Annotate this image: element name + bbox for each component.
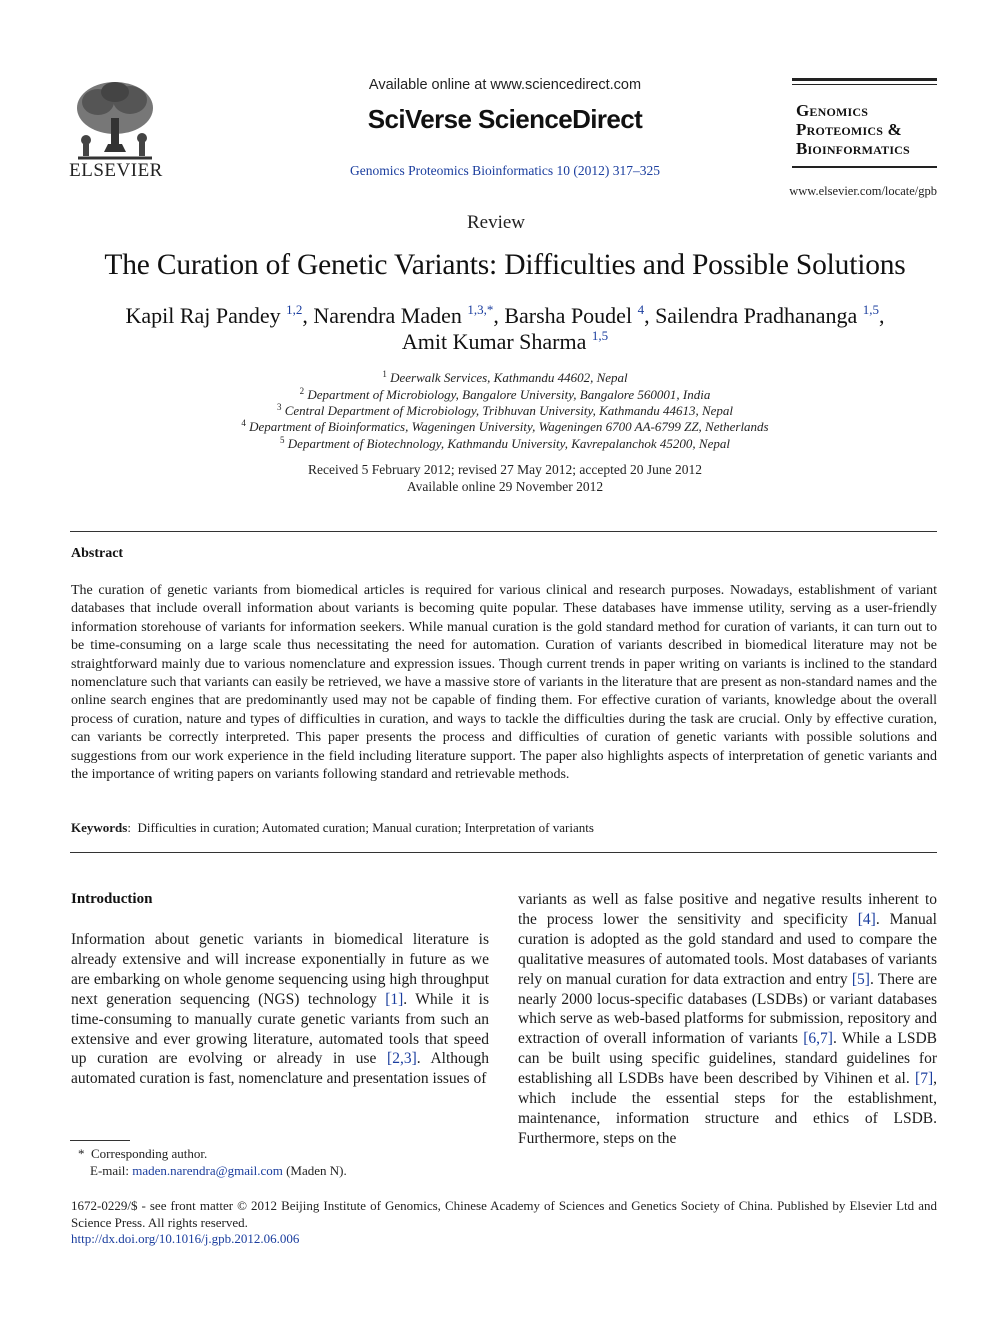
corresponding-author-note: [78, 1145, 347, 1162]
affiliation-number: 4: [241, 418, 246, 428]
journal-title-line1: Genomics: [796, 101, 869, 120]
citation-link[interactable]: [1]: [385, 990, 404, 1008]
author-affiliation-sup[interactable]: 1,5: [591, 328, 609, 343]
author-affiliation-sup[interactable]: 1,3,*: [467, 302, 494, 317]
article-type: Review: [466, 212, 526, 233]
email-suffix: (Maden N).: [286, 1163, 347, 1178]
affiliation: [0, 402, 992, 419]
elsevier-logo: [68, 78, 164, 182]
body-column-left: [71, 930, 489, 1089]
author-separator: ,: [644, 303, 656, 328]
dates-online: Available online 29 November 2012: [406, 479, 604, 494]
journal-title-rule-top-thin: [792, 84, 937, 85]
author-affiliation-sup[interactable]: 4: [637, 302, 645, 317]
author-name: Amit Kumar Sharma: [401, 329, 587, 354]
body-column-right: [518, 890, 937, 1149]
citation-link[interactable]: [2,3]: [387, 1050, 417, 1068]
dates-received: Received 5 February 2012; revised 27 May 2012; accepted 20 June 2012: [307, 462, 703, 477]
body-text: variants as well as false positive and negative results inherent to the process lower the sensitivity and specificity: [518, 891, 937, 928]
author-name: Kapil Raj Pandey: [125, 303, 281, 328]
abstract-bottom-rule: [70, 852, 937, 853]
author-name: Narendra Maden: [313, 303, 462, 328]
author-separator: ,: [493, 303, 505, 328]
corresponding-author-text: Corresponding author.: [91, 1146, 208, 1161]
affiliation: [0, 435, 992, 452]
author-affiliation-sup[interactable]: 1,2: [286, 302, 303, 317]
copyright-block: [71, 1198, 937, 1248]
elsevier-tree-icon: [68, 78, 162, 162]
body-text: , which include the essential steps for the establishment, maintenance, information structure and ethics of LSDB. Furthermore, steps on the: [518, 1070, 937, 1147]
affiliation-number: 1: [382, 369, 387, 379]
abstract-text: The curation of genetic variants from biomedical articles is required for various clinical and research purposes. Nowadays, establishment of variant databases that include overall information about variants is becoming quite popular. These databases have immense utility, serving as a user-friendly information storehouse of variants for information seekers. While manual curation is the gold standard method for curation of variants, it can turn out to be time-consuming on a large scale thus necessitating the need for automation. Curation of variants described in biomedical literature may not be straightforward mainly due to various nomenclature and expression issues. Though current trends in paper writing on variants is inclined to the standard nomenclature such that variants can easily be retrieved, we have a massive store of variants in the literature that are present as non-standard names and the online search engines that are predominantly used may not be capable of finding them. For effective curation of variants, knowledge about the overall process of curation, nature and types of difficulties in curation, and ways to tackle the difficulties during the task are crucial. Only by effective curation, can variants be correctly interpreted. This paper presents the process and difficulties of curation of genetic variants with possible solutions and suggestions from our work experience in the field including literature support. The paper also highlights aspects of interpretation of genetic variants and the importance of writing papers on variants following standard and retrievable methods.: [71, 583, 937, 783]
footnote-marker: *: [78, 1146, 85, 1161]
keywords-label: Keywords: [71, 820, 128, 835]
keywords-line: Keywords: Difficulties in curation; Automated curation; Manual curation; Interpretation of variants: [71, 820, 594, 835]
affiliation-number: 5: [280, 435, 285, 445]
journal-title-block: [796, 101, 910, 158]
body-text: . While a LSDB can be built using specific guidelines, standard guidelines for establishing all LSDBs have been described by Vihinen et al.: [518, 1030, 938, 1088]
footnote: [78, 1145, 347, 1179]
affiliation: [0, 418, 992, 435]
section-heading-introduction: Introduction: [71, 891, 153, 907]
affiliation-text: Department of Biotechnology, Kathmandu University, Kavrepalanchok 45200, Nepal: [287, 436, 730, 451]
author-separator: ,: [302, 303, 314, 328]
article-title: The Curation of Genetic Variants: Difficulties and Possible Solutions: [104, 249, 906, 281]
affiliation-text: Department of Bioinformatics, Wageningen University, Wageningen 6700 AA-6799 ZZ, Netherlands: [249, 419, 769, 434]
affiliation-number: 2: [299, 386, 305, 396]
email-label: E-mail:: [90, 1163, 129, 1178]
citation-link[interactable]: [5]: [851, 970, 870, 988]
citation-link[interactable]: [6,7]: [803, 1030, 833, 1048]
doi-link[interactable]: http://dx.doi.org/10.1016/j.gpb.2012.06.006: [71, 1231, 300, 1246]
journal-title-line3: Bioinformatics: [796, 139, 910, 158]
journal-title-rule-top: [792, 78, 937, 81]
abstract-top-rule: [70, 531, 937, 532]
affiliation-text: Central Department of Microbiology, Tribhuvan University, Kathmandu 44613, Nepal: [284, 403, 734, 418]
affiliation: [0, 369, 992, 386]
citation-link[interactable]: [7]: [915, 1070, 934, 1088]
journal-url[interactable]: www.elsevier.com/locate/gpb: [789, 184, 937, 198]
affiliation: [0, 386, 992, 403]
affiliation-number: 3: [276, 402, 282, 412]
authors-line-1: [0, 302, 992, 329]
publisher-name: ELSEVIER: [69, 160, 163, 181]
body-text: . There are nearly 2000 locus-specific databases (LSDBs) or variant databases which serve as web-based platforms for submission, repository and extraction of overall information of variants: [518, 970, 938, 1048]
body-text: Information about genetic variants in biomedical literature is already extensive and will increase exponentially in future as we are embarking on whole genome sequencing using high throughput next generation sequencing (NGS) technology: [71, 931, 489, 1008]
journal-reference-link[interactable]: Genomics Proteomics Bioinformatics 10 (2012) 317–325: [349, 163, 661, 178]
affiliation-text: Department of Microbiology, Bangalore University, Bangalore 560001, India: [307, 387, 711, 402]
affiliation-text: Deerwalk Services, Kathmandu 44602, Nepal: [390, 370, 628, 385]
journal-title-rule-bottom: [792, 166, 937, 168]
citation-link[interactable]: [4]: [857, 910, 876, 928]
abstract-heading: Abstract: [71, 546, 124, 561]
available-online-text: Available online at www.sciencedirect.com: [368, 77, 642, 93]
email-link[interactable]: maden.narendra@gmail.com: [132, 1163, 283, 1178]
body-text: . Manual curation is adopted as the gold standard and used to compare the qualitative measures of automated tools. Most databases of variants rely on manual curation for data extraction and entry: [518, 910, 937, 988]
platform-name: SciVerse ScienceDirect: [367, 104, 643, 134]
author-name: Barsha Poudel: [504, 303, 633, 328]
body-text: . Although automated curation is fast, nomenclature and presentation issues of: [71, 1050, 489, 1088]
author-affiliation-sup[interactable]: 1,5: [862, 302, 880, 317]
author-name: Sailendra Pradhananga: [655, 303, 858, 328]
journal-title-line2: Proteomics &: [796, 120, 902, 139]
footnote-rule: [70, 1140, 130, 1141]
email-line: [78, 1162, 347, 1179]
authors-line-2: [0, 328, 992, 355]
keywords-text: Difficulties in curation; Automated curation; Manual curation; Interpretation of variants: [137, 820, 594, 835]
copyright-text: 1672-0229/$ - see front matter © 2012 Beijing Institute of Genomics, Chinese Academy of Sciences and Genetics Society of China. Published by Elsevier Ltd and Science Press. All rights reserved.: [71, 1198, 937, 1230]
body-text: . While it is time-consuming to manually curate genetic variants from such an extensive and ever growing literature, automated tools that speed up curation are evolving or already in use: [71, 990, 490, 1068]
author-separator: ,: [879, 303, 885, 328]
